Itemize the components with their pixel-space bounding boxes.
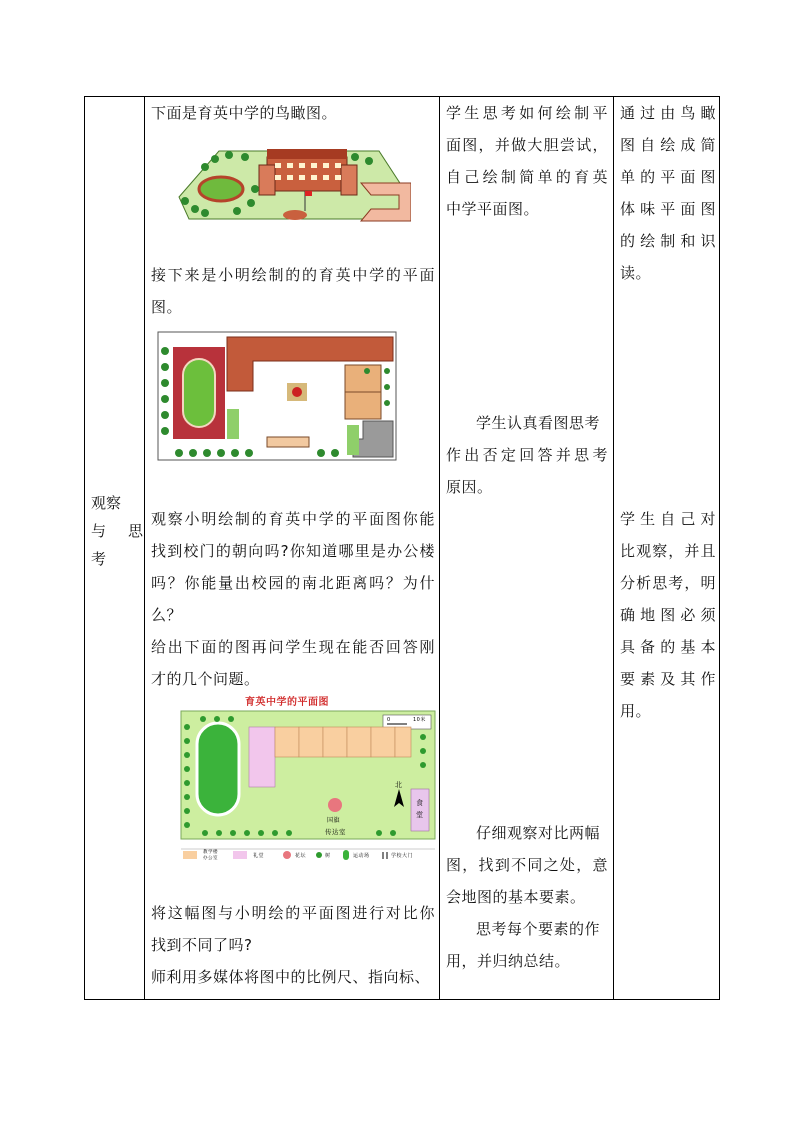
text-line: 将这幅图与小明绘的平面图进行对比你 xyxy=(151,904,435,922)
map-title: 育英中学的平面图 xyxy=(245,697,329,708)
text-line: 仔细观察对比两幅 xyxy=(476,824,601,842)
text-line: 用，并归纳总结。 xyxy=(446,952,571,970)
scale-zero: 0 xyxy=(387,717,391,723)
column-divider xyxy=(144,97,145,999)
text-line: 图自绘成简 xyxy=(620,136,716,154)
text-line: 会地图的基本要素。 xyxy=(446,888,586,906)
design-intent-2 xyxy=(620,503,716,727)
legend-auditorium: 礼堂 xyxy=(253,853,265,859)
legend-teaching-building-2: 办公室 xyxy=(203,856,218,861)
text-line: 学生自己对 xyxy=(620,510,716,528)
design-intent-1 xyxy=(620,97,716,289)
text-line: 体味平面图 xyxy=(620,200,716,218)
text-line: 师利用多媒体将图中的比例尺、指向标、 xyxy=(151,968,431,986)
text-line: 学生思考如何绘制平 xyxy=(446,104,608,122)
text-line: 找到校门的朝向吗?你知道哪里是办公楼 xyxy=(151,542,435,560)
text-line: 么？ xyxy=(151,606,183,624)
student-activity-column xyxy=(446,97,608,999)
column-divider xyxy=(613,97,614,999)
legend-teaching-building-1: 教学楼 xyxy=(203,850,218,855)
text-line: 接下来是小明绘制的的育英中学的平面 xyxy=(151,266,435,284)
sketch-paragraph xyxy=(151,259,435,323)
text-line: 分析思考，明 xyxy=(620,574,716,592)
xiaoming-plan-image xyxy=(157,331,397,461)
flower-bed-label: 国旗 xyxy=(327,817,341,824)
scale-ten: 10米 xyxy=(413,717,426,723)
design-intent-column xyxy=(620,97,716,999)
intro-paragraph xyxy=(151,97,435,129)
canteen-label-2: 堂 xyxy=(416,811,424,819)
section-label-line2 xyxy=(91,517,143,545)
text-line: 要素及其作 xyxy=(620,670,716,688)
legend-tree: 树 xyxy=(325,853,331,859)
text-line: 吗？你能量出校园的南北距离吗？为什 xyxy=(151,574,435,592)
text-line: 才的几个问题。 xyxy=(151,670,260,688)
text-line: 中学平面图。 xyxy=(446,200,540,218)
question-paragraph xyxy=(151,503,435,695)
text-line: 具备的基本 xyxy=(620,638,716,656)
section-label xyxy=(91,489,143,573)
text-line: 给出下面的图再问学生现在能否回答刚 xyxy=(151,638,435,656)
lesson-table xyxy=(84,96,720,1000)
text-line: 下面是育英中学的鸟瞰图。 xyxy=(151,104,338,122)
section-label-line3: 考 xyxy=(91,550,107,568)
student-activity-3 xyxy=(446,817,608,977)
section-label-char: 与 xyxy=(91,522,107,540)
text-line: 观察小明绘制的育英中学的平面图你能 xyxy=(151,510,435,528)
student-activity-1 xyxy=(446,97,608,225)
text-line: 自己绘制简单的育英 xyxy=(446,168,608,186)
compare-paragraph xyxy=(151,897,435,993)
text-line: 的绘制和识 xyxy=(620,232,716,250)
section-label-line1: 观察 xyxy=(91,494,122,512)
text-line: 图。 xyxy=(151,298,183,316)
text-line: 思考每个要素的作 xyxy=(476,920,601,938)
text-line: 读。 xyxy=(620,264,652,282)
gate-house-label: 传达室 xyxy=(325,828,346,836)
text-line: 图，找到不同之处，意 xyxy=(446,856,608,874)
legend-flower-bed: 花坛 xyxy=(295,853,307,859)
text-line: 找到不同了吗? xyxy=(151,936,253,954)
text-line: 用。 xyxy=(620,702,652,720)
text-line: 通过由鸟瞰 xyxy=(620,104,716,122)
content-column xyxy=(151,97,435,999)
school-plan-map xyxy=(175,693,441,871)
text-line: 作出否定回答并思考 xyxy=(446,446,608,464)
legend-sports-field: 运动场 xyxy=(353,853,370,859)
text-line: 单的平面图 xyxy=(620,168,716,186)
north-label: 北 xyxy=(395,781,403,789)
text-line: 面图，并做大胆尝试， xyxy=(446,136,608,154)
text-line: 原因。 xyxy=(446,478,493,496)
text-line: 比观察，并且 xyxy=(620,542,716,560)
canteen-label-1: 食 xyxy=(416,799,424,807)
student-activity-2 xyxy=(446,407,608,503)
section-label-char: 思 xyxy=(127,522,143,540)
text-line: 学生认真看图思考 xyxy=(476,414,601,432)
legend-school-gate: 学校大门 xyxy=(391,853,414,859)
text-line: 确地图必须 xyxy=(620,606,716,624)
birds-eye-view-image xyxy=(175,139,411,229)
